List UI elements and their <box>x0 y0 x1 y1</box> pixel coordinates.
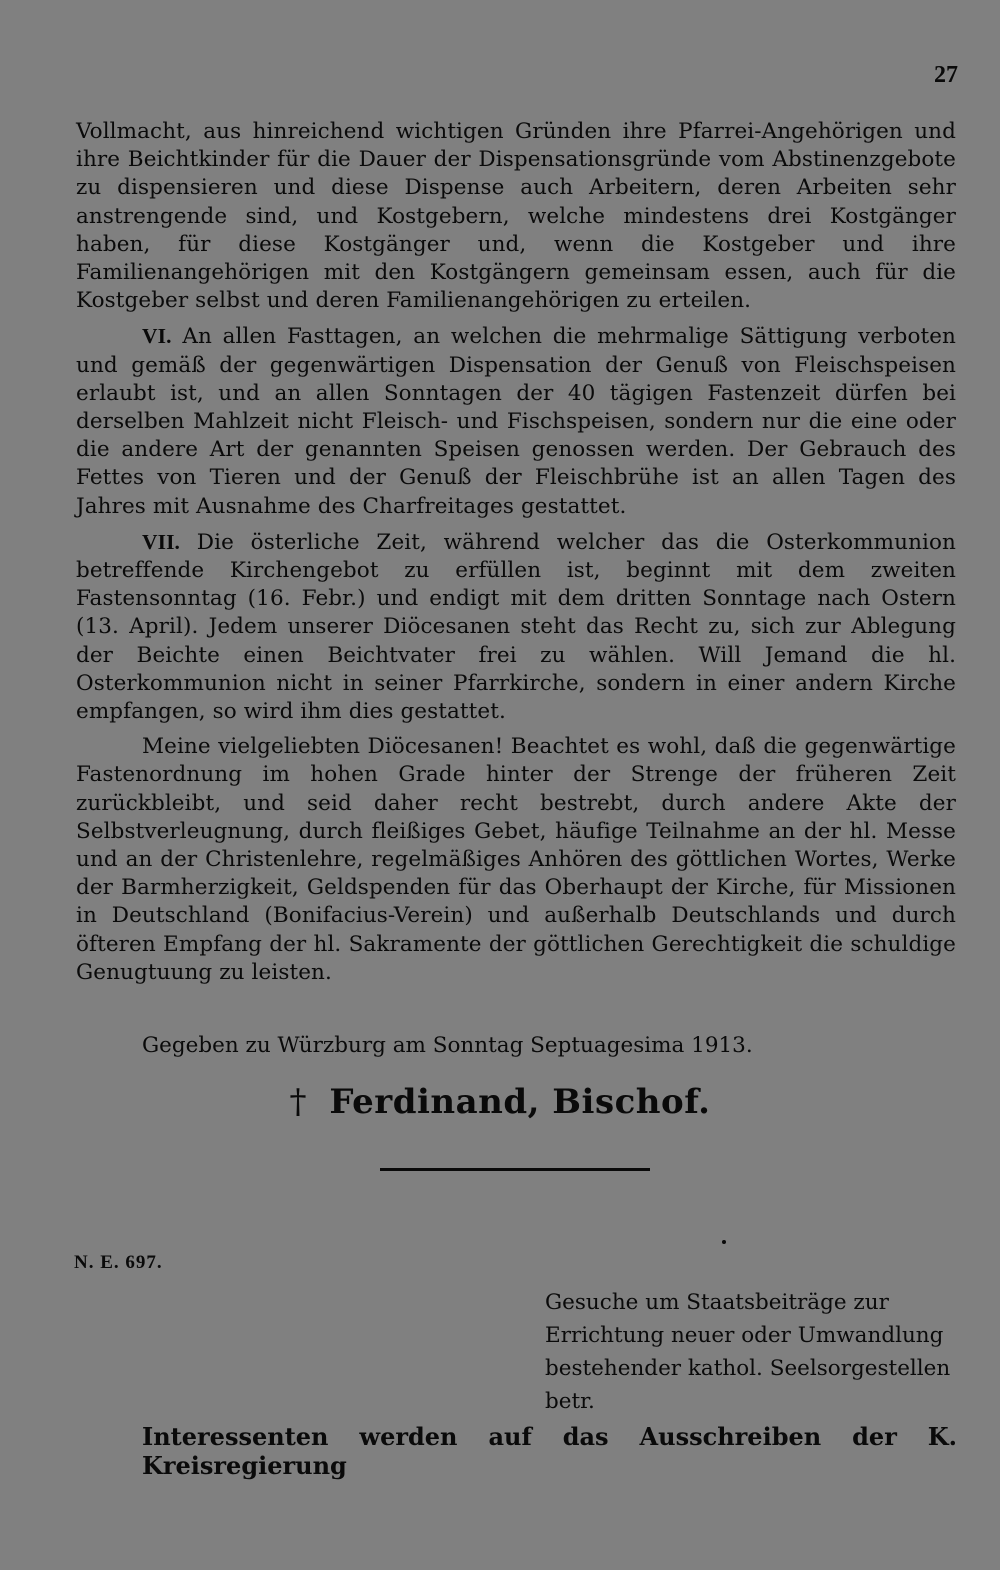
signature <box>0 1082 1000 1122</box>
body-text <box>76 118 956 994</box>
closing-paragraph: Meine vielgeliebten Diöcesanen! Beachtet es wohl, daß die gegenwärtige Fastenordnung im hohen Grade hinter der Strenge der früheren Zeit zurückbleibt, und seid daher recht bestrebt, durch andere Akte der Selbstverleugnung, durch fleißiges Gebet, häufige Teilnahme an der hl. Messe und an der Christenlehre, regelmäßiges Anhören des göttlichen Wortes, Werke der Barmherzigkeit, Geldspenden für das Oberhaupt der Kirche, für Missionen in Deutschland (Bonifacius-Verein) und außerhalb Deutschlands und durch öfteren Empfang der hl. Sakramente der göttlichen Gerechtigkeit die schuldige Genugtuung zu leisten. <box>76 734 956 985</box>
section-vii-text: Die österliche Zeit, während welcher das die Osterkommunion betreffende Kirchengebot zu erfüllen ist, beginnt mit dem zweiten Fastensonntag (16. Febr.) und endigt mit dem dritten Sonntage nach Ostern (13. April). Jedem unserer Diöcesanen steht das Recht zu, sich zur Ablegung der Beichte einen Beichtvater frei zu wählen. Will Jemand die hl. Osterkommunion nicht in seiner Pfarrkirche, sondern in einer andern Kirche empfangen, so wird ihm dies gestattet. <box>76 529 957 725</box>
subject-line: Gesuche um Staatsbeiträge zur <box>545 1290 889 1315</box>
subject-line: bestehender kathol. Seelsorgestellen <box>545 1356 951 1381</box>
section-vi-number: VI. <box>142 324 172 349</box>
dot-mark <box>722 1240 726 1244</box>
final-line: Interessenten werden auf das Ausschreiben der K. Kreisregierung <box>142 1422 957 1480</box>
section-vi <box>76 322 956 520</box>
section-vii <box>76 528 956 726</box>
page-number: 27 <box>934 62 958 88</box>
divider-rule <box>380 1168 650 1171</box>
subject-line: betr. <box>545 1389 595 1414</box>
intro-paragraph: Vollmacht, aus hinreichend wichtigen Gründen ihre Pfarrei-Angehörigen und ihre Beichtkinder für die Dauer der Dispensationsgründe vom Abstinenzgebote zu dispensieren und diese Dispense auch Arbeitern, deren Arbeiten sehr anstrengende sind, und Kostgebern, welche mindestens drei Kostgänger haben, für diese Kostgänger und, wenn die Kostgeber und ihre Familienangehörigen mit den Kostgängern gemeinsam essen, auch für die Kostgeber selbst und deren Familienangehörigen zu erteilen. <box>76 119 956 314</box>
section-vi-text: An allen Fasttagen, an welchen die mehrmalige Sättigung verboten und gemäß der gegenwärtigen Dispensation der Genuß von Fleischspeisen erlaubt ist, und an allen Sonntagen der 40 tägigen Fastenzeit dürfen bei derselben Mahlzeit nicht Fleisch- und Fischspeisen, sondern nur die eine oder die andere Art der genannten Speisen genossen werden. Der Gebrauch des Fettes von Tieren und der Genuß der Fleischbrühe ist an allen Tagen des Jahres mit Ausnahme des Charfreitages gestattet. <box>76 324 956 519</box>
subject-block <box>545 1286 955 1418</box>
section-vii-number: VII. <box>142 529 181 554</box>
reference-number: N. E. 697. <box>74 1252 163 1273</box>
signature-name: Ferdinand, Bischof. <box>329 1082 711 1122</box>
cross-icon: † <box>289 1082 308 1122</box>
given-line: Gegeben zu Würzburg am Sonntag Septuagesima 1913. <box>142 1033 753 1058</box>
subject-line: Errichtung neuer oder Umwandlung <box>545 1323 944 1348</box>
